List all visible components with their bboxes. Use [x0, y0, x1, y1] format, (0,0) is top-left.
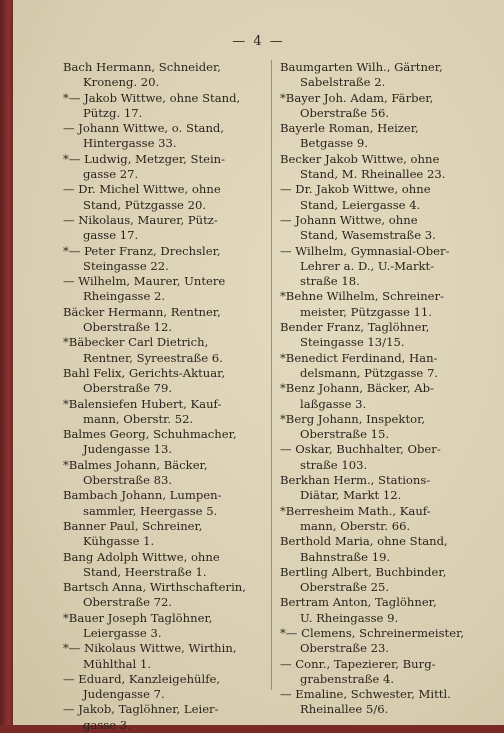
directory-entry-line: Mühlthal 1. — [83, 656, 152, 671]
directory-entry-line: straße 103. — [300, 457, 368, 472]
directory-entry-line: Oberstraße 56. — [300, 105, 390, 120]
directory-entry-line: *— Peter Franz, Drechsler, — [63, 243, 221, 258]
directory-entry-line: Betgasse 9. — [300, 136, 368, 151]
directory-entry-line: Stand, Pützgasse 20. — [83, 197, 207, 212]
directory-entry-line: sammler, Heergasse 5. — [83, 503, 218, 518]
directory-entry-line: — Nikolaus, Maurer, Pütz- — [63, 212, 218, 227]
directory-entry-line: *Bauer Joseph Taglöhner, — [63, 610, 213, 625]
right-column — [271, 60, 472, 717]
directory-entry-line: Oberstraße 79. — [83, 381, 173, 396]
directory-entry-line: Steingasse 22. — [83, 258, 169, 273]
directory-entry-line: — Dr. Jakob Wittwe, ohne — [280, 182, 431, 197]
directory-entry-line: Bender Franz, Taglöhner, — [280, 320, 430, 335]
directory-entry-line: — Johann Wittwe, o. Stand, — [63, 121, 225, 136]
left-column — [63, 60, 263, 733]
directory-entry-line: Berkhan Herm., Stations- — [280, 473, 431, 488]
directory-entry-line: Oberstraße 15. — [300, 427, 390, 442]
directory-entry-line: *Behne Wilhelm, Schreiner- — [280, 289, 444, 304]
directory-entry-line: *Berg Johann, Inspektor, — [280, 411, 426, 426]
directory-entry-line: Bang Adolph Wittwe, ohne — [63, 549, 220, 564]
directory-entry-line: Diätar, Markt 12. — [300, 488, 402, 503]
directory-entry-line: — Johann Wittwe, ohne — [280, 212, 418, 227]
directory-entry-line: Bambach Johann, Lumpen- — [63, 488, 222, 503]
directory-entry-line: *— Clemens, Schreinermeister, — [280, 625, 465, 640]
directory-entry-line: Judengasse 7. — [83, 687, 165, 702]
directory-entry-line: Balmes Georg, Schuhmacher, — [63, 427, 237, 442]
directory-entry-line: Baumgarten Wilh., Gärtner, — [280, 60, 443, 74]
directory-entry-line: Bach Hermann, Schneider, — [63, 60, 221, 74]
directory-entry-line: *Bäbecker Carl Dietrich, — [63, 335, 209, 350]
directory-entry-line: *— Ludwig, Metzger, Stein- — [63, 151, 226, 166]
directory-entry-line: — Oskar, Buchhalter, Ober- — [280, 442, 441, 457]
directory-entry-line: Bayerle Roman, Heizer, — [280, 121, 419, 136]
directory-entry-line: grabenstraße 4. — [300, 671, 395, 686]
directory-entry-line: meister, Pützgasse 11. — [300, 304, 432, 319]
directory-entry-line: gasse 17. — [83, 228, 139, 243]
directory-entry-line: Bertram Anton, Taglöhner, — [280, 595, 437, 610]
directory-entry-line: Steingasse 13/15. — [300, 335, 405, 350]
directory-entry-line: straße 18. — [300, 274, 360, 289]
directory-entry-line: Kroneng. 20. — [83, 75, 160, 90]
directory-entry-line: Leiergasse 3. — [83, 625, 162, 640]
directory-entry-line: mann, Oberstr. 66. — [300, 518, 411, 533]
directory-entry-line: Judengasse 13. — [83, 442, 173, 457]
directory-entry-line: Bahnstraße 19. — [300, 549, 391, 564]
directory-entry-line: laßgasse 3. — [300, 396, 367, 411]
directory-entry-line: mann, Oberstr. 52. — [83, 411, 194, 426]
book-spine-edge — [0, 0, 14, 725]
directory-entry-line: Lehrer a. D., U.-Markt- — [300, 258, 435, 273]
directory-entry-line: — Emaline, Schwester, Mittl. — [280, 687, 451, 702]
directory-entry-line: Berthold Maria, ohne Stand, — [280, 534, 448, 549]
directory-entry-line: *Benedict Ferdinand, Han- — [280, 350, 438, 365]
directory-entry-line: — Jakob, Taglöhner, Leier- — [63, 702, 219, 717]
directory-entry-line: *Balmes Johann, Bäcker, — [63, 457, 208, 472]
directory-entry-line: — Eduard, Kanzleigehülfe, — [63, 671, 221, 686]
directory-entry-line: Bartsch Anna, Wirthschafterin, — [63, 580, 246, 595]
directory-entry-line: Stand, Wasemstraße 3. — [300, 228, 436, 243]
directory-entry-line: *— Nikolaus Wittwe, Wirthin, — [63, 641, 237, 656]
directory-entry-line: Bertling Albert, Buchbinder, — [280, 564, 447, 579]
directory-entry-line: Pützg. 17. — [83, 105, 143, 120]
directory-entry-line: Kühgasse 1. — [83, 534, 155, 549]
directory-entry-line: *Benz Johann, Bäcker, Ab- — [280, 381, 434, 396]
page-number: — 4 — — [232, 34, 285, 49]
directory-entry-line: Stand, Heerstraße 1. — [83, 564, 207, 579]
directory-entry-line: Hintergasse 33. — [83, 136, 177, 151]
directory-entry-line: — Dr. Michel Wittwe, ohne — [63, 182, 221, 197]
directory-entry-line: gasse 3. — [83, 717, 131, 732]
directory-entry-line: Banner Paul, Schreiner, — [63, 518, 203, 533]
directory-page — [13, 0, 504, 732]
directory-entry-line: — Wilhelm, Maurer, Untere — [63, 274, 226, 289]
directory-entry-line: Rheinallee 5/6. — [300, 702, 389, 717]
directory-entry-line: Bahl Felix, Gerichts-Aktuar, — [63, 365, 226, 380]
directory-entry-line: Becker Jakob Wittwe, ohne — [280, 151, 440, 166]
directory-entry-line: Stand, Leiergasse 4. — [300, 197, 421, 212]
directory-entry-line: Oberstraße 72. — [83, 595, 173, 610]
directory-entry-line: — Wilhelm, Gymnasial-Ober- — [280, 243, 450, 258]
directory-entry-line: delsmann, Pützgasse 7. — [300, 365, 439, 380]
directory-entry-line: U. Rheingasse 9. — [300, 610, 399, 625]
directory-entry-line: *Berresheim Math., Kauf- — [280, 503, 431, 518]
directory-entry-line: Bäcker Hermann, Rentner, — [63, 304, 221, 319]
directory-entry-line: Rentner, Syreestraße 6. — [83, 350, 223, 365]
directory-entry-line: Sabelstraße 2. — [300, 75, 386, 90]
directory-entry-line: Rheingasse 2. — [83, 289, 166, 304]
directory-entry-line: Oberstraße 83. — [83, 473, 173, 488]
directory-entry-line: gasse 27. — [83, 167, 139, 182]
directory-entry-line: Oberstraße 12. — [83, 320, 173, 335]
directory-entry-line: — Conr., Tapezierer, Burg- — [280, 656, 436, 671]
directory-entry-line: Oberstraße 23. — [300, 641, 390, 656]
directory-entry-line: *— Jakob Wittwe, ohne Stand, — [63, 90, 241, 105]
directory-entry-line: Oberstraße 25. — [300, 580, 390, 595]
directory-entry-line: Stand, M. Rheinallee 23. — [300, 167, 446, 182]
directory-entry-line: *Balensiefen Hubert, Kauf- — [63, 396, 222, 411]
directory-entry-line: *Bayer Joh. Adam, Färber, — [280, 90, 434, 105]
